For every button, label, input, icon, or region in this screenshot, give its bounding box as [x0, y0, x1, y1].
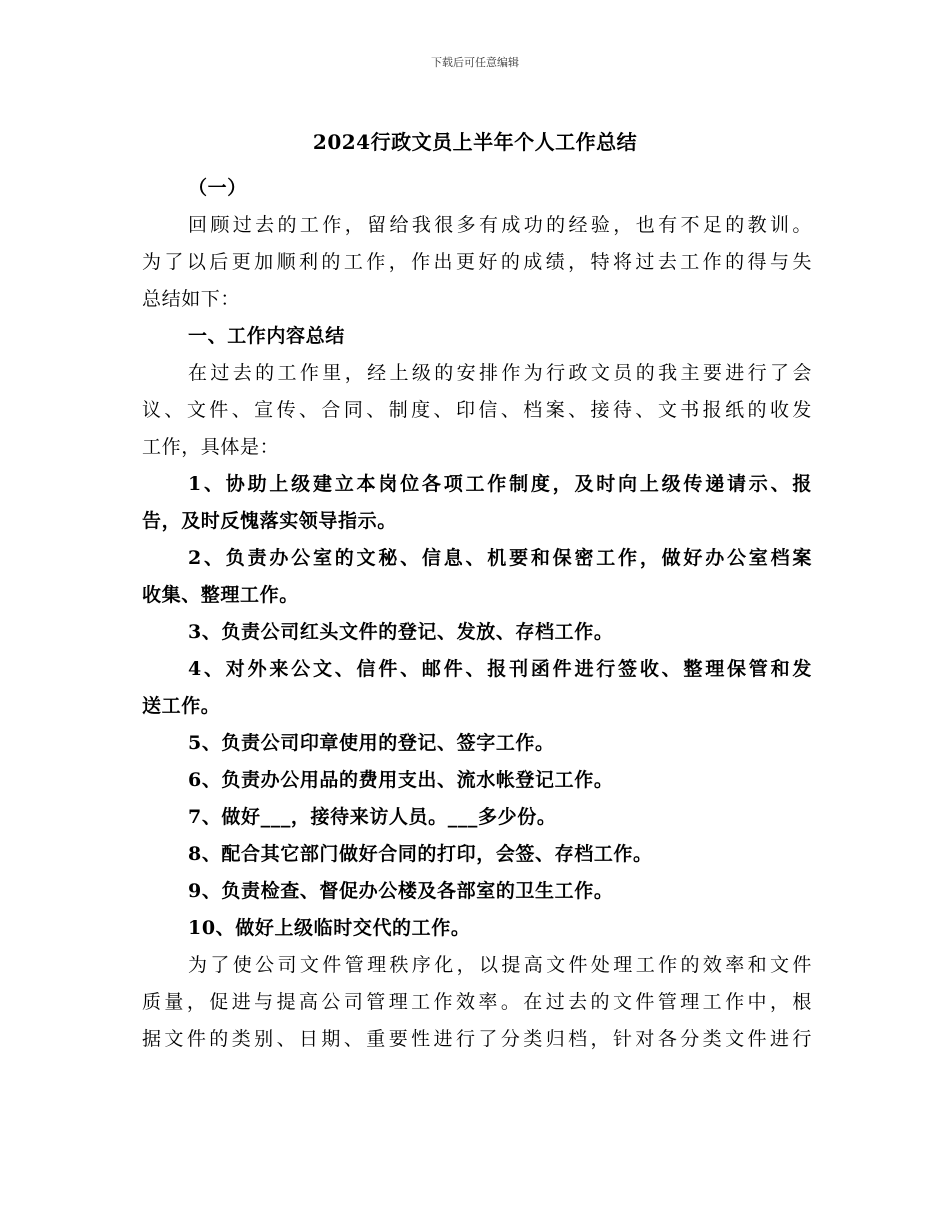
- list-item: 送工作。: [142, 695, 221, 717]
- paragraph-line: 议、文件、宣传、合同、制度、印信、档案、接待、文书报纸的收发: [142, 399, 812, 421]
- list-item: 4、对外来公文、信件、邮件、报刊函件进行签收、整理保管和发: [188, 658, 812, 680]
- list-item: 6、负责办公用品的费用支出、流水帐登记工作。: [188, 769, 614, 791]
- list-item: 8、配合其它部门做好合同的打印，会签、存档工作。: [188, 843, 653, 865]
- paragraph-line: 在过去的工作里，经上级的安排作为行政文员的我主要进行了会: [188, 362, 812, 384]
- list-item: 告，及时反愧落实领导指示。: [142, 510, 397, 532]
- heading-work-summary: 一、工作内容总结: [188, 325, 345, 347]
- intro-line: 为了以后更加顺利的工作，作出更好的成绩，特将过去工作的得与失: [142, 251, 812, 273]
- section-label: （一）: [188, 177, 247, 199]
- list-item: 7、做好___，接待来访人员。___多少份。: [188, 806, 557, 828]
- paragraph-line: 为了使公司文件管理秩序化，以提高文件处理工作的效率和文件: [188, 954, 812, 976]
- header-note: 下载后可任意编辑: [431, 56, 519, 69]
- list-item: 5、负责公司印章使用的登记、签字工作。: [188, 732, 555, 754]
- intro-line: 回顾过去的工作，留给我很多有成功的经验，也有不足的教训。: [188, 214, 812, 236]
- list-item: 9、负责检查、督促办公楼及各部室的卫生工作。: [188, 880, 614, 902]
- paragraph-line: 质量，促进与提高公司管理工作效率。在过去的文件管理工作中，根: [142, 991, 812, 1013]
- paragraph-line: 工作，具体是：: [142, 436, 280, 458]
- list-item: 2、负责办公室的文秘、信息、机要和保密工作，做好办公室档案: [188, 547, 812, 569]
- document-body: [142, 170, 812, 1058]
- paragraph-line: 据文件的类别、日期、重要性进行了分类归档，针对各分类文件进行: [142, 1028, 812, 1050]
- list-item: 3、负责公司红头文件的登记、发放、存档工作。: [188, 621, 614, 643]
- list-item: 1、协助上级建立本岗位各项工作制度，及时向上级传递请示、报: [188, 473, 812, 495]
- list-item: 收集、整理工作。: [142, 584, 299, 606]
- document-title: 2024行政文员上半年个人工作总结: [312, 130, 638, 154]
- list-item: 10、做好上级临时交代的工作。: [188, 917, 471, 939]
- intro-line: 总结如下：: [142, 288, 241, 310]
